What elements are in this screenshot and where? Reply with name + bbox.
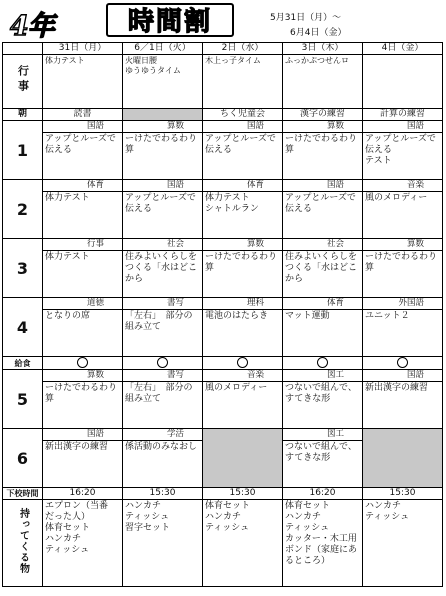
period-cell	[363, 370, 443, 429]
period-row	[3, 121, 443, 180]
subject-name: 国語	[283, 180, 362, 192]
lesson-content: アップとルーズで 伝える	[125, 193, 196, 214]
subject-name: 算数	[123, 121, 202, 133]
period-number: 1	[3, 121, 43, 180]
subject-name: 国語	[363, 121, 442, 133]
lesson-content: 風のメロディー	[365, 193, 428, 203]
lunch-cell	[283, 357, 363, 370]
period-cell	[363, 180, 443, 239]
lesson-content: アップとルーズで 伝える	[205, 134, 276, 155]
period-rows	[3, 121, 443, 357]
subject-name: 国語	[363, 370, 442, 382]
items-cell: ハンカチ ティッシュ 習字セット	[123, 500, 203, 587]
date-from: 5月31日（月）～	[270, 13, 342, 23]
event-cell: 木上っ子タイム	[203, 55, 283, 109]
subject-name: 算数	[283, 121, 362, 133]
lesson-content: ーけたでわるわり 算	[45, 383, 118, 404]
period-cell	[123, 298, 203, 357]
period-number: 5	[3, 370, 43, 429]
event-cell: 火曜日腰 ゆうゆうタイム	[123, 55, 203, 109]
lesson-content	[363, 440, 442, 442]
items-label: 持ってくる物	[3, 500, 43, 587]
period-cell	[43, 370, 123, 429]
subject-name: 書写	[123, 298, 202, 310]
items-row	[3, 500, 443, 587]
lesson-content: となりの席	[45, 311, 91, 321]
items-cell: 体育セット ハンカチ ティッシュ	[203, 500, 283, 587]
period-rows-afternoon	[3, 370, 443, 488]
lesson-content: 体力テスト	[45, 252, 90, 262]
subject-name: 社会	[123, 239, 202, 251]
dismissal-time: 16:20	[283, 488, 363, 500]
lesson-content: ユニット２	[365, 311, 410, 321]
dismissal-time: 15:30	[363, 488, 443, 500]
lesson-content: 「左右」 部分の 組み立て	[125, 311, 193, 332]
day-header: 31日（月）	[43, 43, 123, 55]
period-cell	[203, 429, 283, 488]
lesson-content: ーけたでわるわり 算	[285, 134, 358, 155]
period-cell	[203, 298, 283, 357]
period-cell	[203, 121, 283, 180]
subject-name: 国語	[123, 180, 202, 192]
day-header: 2日（水）	[203, 43, 283, 55]
period-cell	[203, 180, 283, 239]
subject-name: 音楽	[203, 370, 282, 382]
timetable	[2, 42, 443, 587]
period-row	[3, 239, 443, 298]
circle-mark	[397, 357, 408, 368]
subject-name: 体育	[203, 180, 282, 192]
circle-mark	[77, 357, 88, 368]
lesson-content: マット運動	[285, 311, 330, 321]
subject-name: 書写	[123, 370, 202, 382]
morning-cell: ちく児童会	[203, 109, 283, 121]
dismissal-time: 16:20	[43, 488, 123, 500]
subject-name: 図工	[283, 370, 362, 382]
page-title: 時間割	[106, 3, 234, 37]
morning-cell: 漢字の練習	[283, 109, 363, 121]
circle-mark	[157, 357, 168, 368]
dismissal-label: 下校時間	[3, 488, 43, 500]
date-range	[270, 11, 346, 41]
subject-name: 体育	[283, 298, 362, 310]
day-header-row	[3, 43, 443, 55]
circle-mark	[237, 357, 248, 368]
period-cell	[43, 121, 123, 180]
period-cell	[43, 429, 123, 488]
period-cell	[123, 180, 203, 239]
subject-name: 算数	[363, 239, 442, 251]
subject-name	[203, 429, 282, 440]
lesson-content: 体力テスト シャトルラン	[205, 193, 259, 214]
page-header	[0, 0, 446, 42]
event-label: 行事	[3, 55, 43, 109]
lesson-content: つないで組んで、 すてきな形	[285, 383, 357, 404]
day-header: 3日（木）	[283, 43, 363, 55]
lesson-content: 風のメロディー	[205, 383, 268, 393]
lesson-content: 新出漢字の練習	[45, 442, 109, 452]
day-header: 6／1日（火）	[123, 43, 203, 55]
lunch-cell	[43, 357, 123, 370]
date-to: 6月4日（金）	[290, 28, 347, 38]
subject-name: 外国語	[363, 298, 442, 310]
morning-cell	[123, 109, 203, 121]
period-cell	[283, 180, 363, 239]
lunch-cell	[203, 357, 283, 370]
period-cell	[203, 370, 283, 429]
period-row	[3, 298, 443, 357]
grade-label: 4年	[10, 11, 54, 42]
period-cell	[283, 370, 363, 429]
lesson-content: アップとルーズで 伝える	[285, 193, 356, 214]
lunch-row	[3, 357, 443, 370]
morning-cell: 計算の練習	[363, 109, 443, 121]
subject-name: 理科	[203, 298, 282, 310]
dismissal-row	[3, 488, 443, 500]
event-cell: ふっかぷつせんロ	[283, 55, 363, 109]
circle-mark	[317, 357, 328, 368]
subject-name	[363, 429, 442, 440]
period-row	[3, 429, 443, 488]
dismissal-time: 15:30	[123, 488, 203, 500]
period-row	[3, 180, 443, 239]
subject-name: 音楽	[363, 180, 442, 192]
lesson-content: 住みよいくらしを つくる「水はどこ から	[125, 252, 198, 284]
period-cell	[283, 239, 363, 298]
items-cell: ハンカチ ティッシュ	[363, 500, 443, 587]
subject-name: 行事	[43, 239, 122, 251]
period-cell	[203, 239, 283, 298]
period-cell	[363, 121, 443, 180]
lesson-content: ーけたでわるわり 算	[125, 134, 198, 155]
lesson-content: 電池のはたらき	[205, 311, 269, 321]
dismissal-time: 15:30	[203, 488, 283, 500]
lesson-content	[203, 440, 282, 442]
event-cell: 体力テスト	[43, 55, 123, 109]
morning-cell: 読書	[43, 109, 123, 121]
period-cell	[283, 121, 363, 180]
subject-name: 国語	[43, 429, 122, 441]
lunch-label: 給食	[3, 357, 43, 370]
day-header: 4日（金）	[363, 43, 443, 55]
period-cell	[363, 239, 443, 298]
event-row	[3, 55, 443, 109]
lesson-content: アップとルーズで 伝える テスト	[365, 134, 436, 166]
lesson-content: 係活動のみなおし	[125, 442, 198, 452]
lunch-cell	[123, 357, 203, 370]
subject-name: 体育	[43, 180, 122, 192]
period-number: 3	[3, 239, 43, 298]
morning-row	[3, 109, 443, 121]
subject-name: 社会	[283, 239, 362, 251]
lesson-content: つないで組んで、 すてきな形	[285, 442, 357, 463]
period-cell	[283, 429, 363, 488]
lesson-content: 住みよいくらしを つくる「水はどこ から	[285, 252, 358, 284]
period-cell	[363, 298, 443, 357]
subject-name: 国語	[203, 121, 282, 133]
subject-name: 学活	[123, 429, 202, 441]
corner-cell	[3, 43, 43, 55]
period-cell	[123, 429, 203, 488]
lesson-content: ーけたでわるわり 算	[205, 252, 278, 273]
lunch-cell	[363, 357, 443, 370]
lesson-content: ーけたでわるわり 算	[365, 252, 438, 273]
period-row	[3, 370, 443, 429]
event-cell	[363, 55, 443, 109]
items-cell: エプロン（当番 だった人） 体育セット ハンカチ ティッシュ	[43, 500, 123, 587]
subject-name: 算数	[203, 239, 282, 251]
lesson-content: 体力テスト	[45, 193, 90, 203]
period-cell	[43, 239, 123, 298]
morning-label: 朝	[3, 109, 43, 121]
period-cell	[123, 239, 203, 298]
period-cell	[43, 180, 123, 239]
subject-name: 国語	[43, 121, 122, 133]
subject-name: 図工	[283, 429, 362, 441]
period-number: 2	[3, 180, 43, 239]
items-cell: 体育セット ハンカチ ティッシュ カッター・木工用 ボンド（家庭にあ るところ）	[283, 500, 363, 587]
period-number: 4	[3, 298, 43, 357]
period-cell	[123, 121, 203, 180]
subject-name: 道徳	[43, 298, 122, 310]
period-cell	[283, 298, 363, 357]
period-number: 6	[3, 429, 43, 488]
subject-name: 算数	[43, 370, 122, 382]
period-cell	[363, 429, 443, 488]
period-cell	[123, 370, 203, 429]
lesson-content: アップとルーズで 伝える	[45, 134, 116, 155]
lesson-content: 「左右」 部分の 組み立て	[125, 383, 193, 404]
period-cell	[43, 298, 123, 357]
lesson-content: 新出漢字の練習	[365, 383, 429, 393]
